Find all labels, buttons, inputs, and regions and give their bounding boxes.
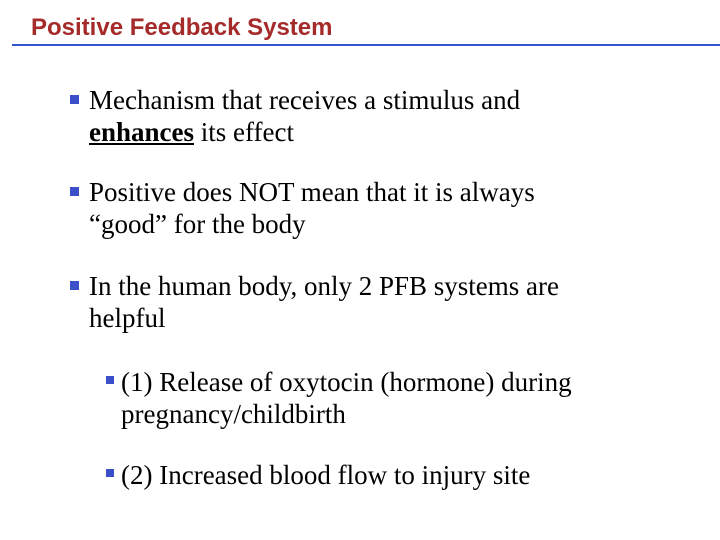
bullet-text: Positive does NOT mean that it is always xyxy=(89,177,535,207)
slide-title: Positive Feedback System xyxy=(31,14,333,41)
square-bullet-icon xyxy=(106,469,114,477)
bullet-text: its effect xyxy=(194,117,294,147)
square-bullet-icon xyxy=(70,95,79,104)
bullet-text: “good” for the body xyxy=(89,209,306,239)
square-bullet-icon xyxy=(106,376,114,384)
bullet-item xyxy=(89,84,689,148)
square-bullet-icon xyxy=(70,187,79,196)
sub-bullet-item xyxy=(121,366,691,430)
sub-bullet-item xyxy=(121,459,691,491)
bullet-text: Mechanism that receives a stimulus and xyxy=(89,85,521,115)
sub-bullet-text: pregnancy/childbirth xyxy=(121,399,346,429)
square-bullet-icon xyxy=(70,281,79,290)
bullet-item xyxy=(89,176,689,240)
bullet-text: In the human body, only 2 PFB systems are xyxy=(89,271,559,301)
bullet-item xyxy=(89,270,689,334)
sub-bullet-text: (2) Increased blood flow to injury site xyxy=(121,460,531,490)
sub-bullet-text: (1) Release of oxytocin (hormone) during xyxy=(121,367,572,397)
emphasized-word: enhances xyxy=(89,117,195,147)
bullet-text: helpful xyxy=(89,303,166,333)
